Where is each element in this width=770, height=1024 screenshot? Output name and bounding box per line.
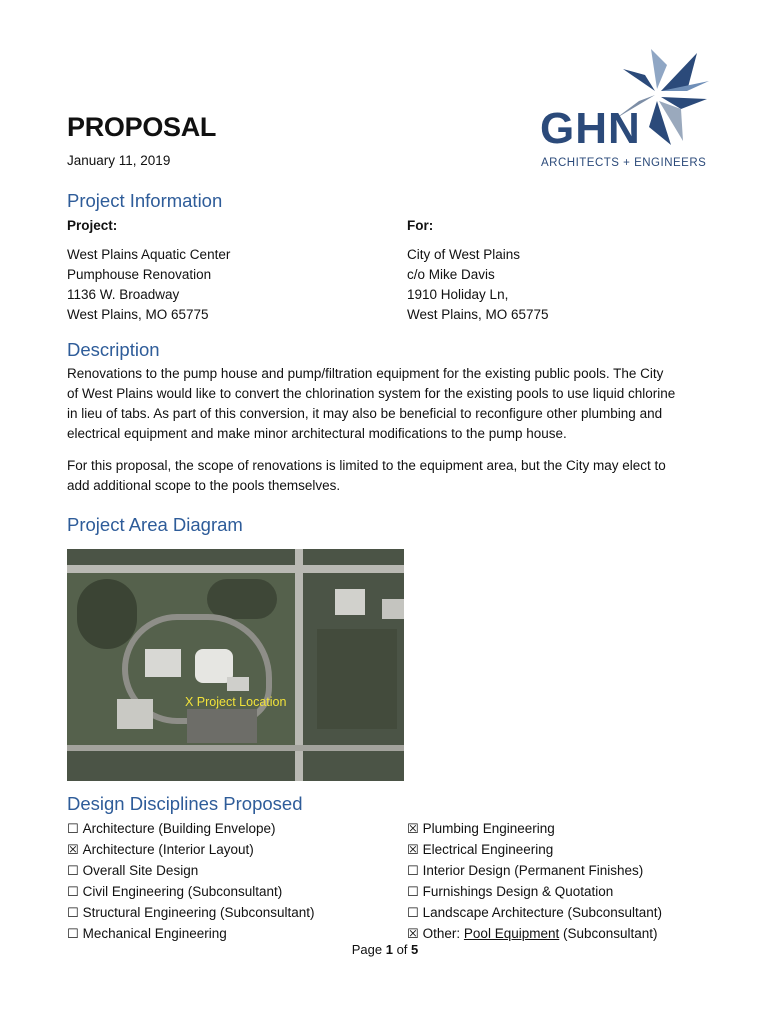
discipline-item[interactable] xyxy=(407,840,662,861)
checkbox-icon[interactable]: ☐ xyxy=(67,927,79,942)
description-line: in lieu of tabs. As part of this conversion, it may also be beneficial to reconfigure other plumbing and xyxy=(67,406,663,421)
of-word: of xyxy=(396,942,408,957)
discipline-item[interactable] xyxy=(67,903,315,924)
checkbox-icon[interactable]: ☒ xyxy=(407,843,419,858)
for-line: c/o Mike Davis xyxy=(407,267,495,282)
current-page: 1 xyxy=(385,942,393,957)
road xyxy=(67,565,404,573)
discipline-label: Mechanical Engineering xyxy=(82,926,227,941)
checkbox-icon[interactable]: ☐ xyxy=(407,864,419,879)
project-line: West Plains Aquatic Center xyxy=(67,247,231,262)
project-info-heading: Project Information xyxy=(67,190,223,211)
discipline-item[interactable] xyxy=(67,861,315,882)
discipline-item[interactable] xyxy=(67,819,315,840)
discipline-label: Architecture (Interior Layout) xyxy=(82,842,254,857)
description-heading: Description xyxy=(67,339,160,360)
checkbox-icon[interactable]: ☒ xyxy=(407,822,419,837)
road xyxy=(67,745,404,751)
description-paragraph-2 xyxy=(67,456,747,496)
discipline-item[interactable] xyxy=(407,903,662,924)
checkbox-icon[interactable]: ☐ xyxy=(67,864,79,879)
discipline-label: Overall Site Design xyxy=(82,863,199,878)
logo-wordmark: GHN xyxy=(540,104,641,153)
other-value-field[interactable]: Pool Equipment xyxy=(463,926,560,941)
pump-house xyxy=(227,677,249,691)
page-word: Page xyxy=(351,942,383,957)
other-suffix: (Subconsultant) xyxy=(559,926,658,941)
discipline-item[interactable] xyxy=(407,882,662,903)
description-line: add additional scope to the pools themselves. xyxy=(67,478,341,493)
discipline-label: Interior Design (Permanent Finishes) xyxy=(422,863,644,878)
description-line: For this proposal, the scope of renovations is limited to the equipment area, but the City may elect to xyxy=(67,458,666,473)
project-address xyxy=(67,245,230,325)
description-paragraph-1 xyxy=(67,364,747,444)
for-line: City of West Plains xyxy=(407,247,521,262)
disciplines-heading: Design Disciplines Proposed xyxy=(67,793,303,814)
page-title: PROPOSAL xyxy=(67,112,217,142)
tree-cluster xyxy=(77,579,137,649)
checkbox-icon[interactable]: ☒ xyxy=(67,843,79,858)
pool-building xyxy=(145,649,181,677)
disciplines-left-column xyxy=(67,819,315,945)
other-prefix: Other: xyxy=(422,926,464,941)
discipline-label: Electrical Engineering xyxy=(422,842,554,857)
for-line: West Plains, MO 65775 xyxy=(407,307,549,322)
for-label: For: xyxy=(407,218,434,233)
discipline-label: Civil Engineering (Subconsultant) xyxy=(82,884,283,899)
discipline-item[interactable] xyxy=(407,861,662,882)
checkbox-icon[interactable]: ☐ xyxy=(407,906,419,921)
neighborhood xyxy=(317,629,397,729)
project-line: Pumphouse Renovation xyxy=(67,267,212,282)
discipline-item[interactable] xyxy=(67,882,315,903)
total-pages: 5 xyxy=(411,942,419,957)
discipline-label: Plumbing Engineering xyxy=(422,821,555,836)
building xyxy=(117,699,153,729)
project-location-marker: X Project Location xyxy=(185,695,287,709)
project-line: West Plains, MO 65775 xyxy=(67,307,209,322)
checkbox-icon[interactable]: ☐ xyxy=(67,885,79,900)
description-line: Renovations to the pump house and pump/filtration equipment for the existing public pools. The City xyxy=(67,366,664,381)
logo-tagline: ARCHITECTS + ENGINEERS xyxy=(541,157,707,169)
parking-lot xyxy=(187,709,257,743)
project-line: 1136 W. Broadway xyxy=(67,287,180,302)
discipline-label: Structural Engineering (Subconsultant) xyxy=(82,905,315,920)
discipline-item[interactable] xyxy=(67,840,315,861)
building xyxy=(335,589,365,615)
discipline-label: Landscape Architecture (Subconsultant) xyxy=(422,905,663,920)
discipline-label: Furnishings Design & Quotation xyxy=(422,884,614,899)
checkbox-icon[interactable]: ☐ xyxy=(67,822,79,837)
checkbox-icon[interactable]: ☒ xyxy=(407,927,419,942)
page-number xyxy=(0,942,770,957)
discipline-label: Architecture (Building Envelope) xyxy=(82,821,276,836)
disciplines-right-column xyxy=(407,819,662,945)
checkbox-icon[interactable]: ☐ xyxy=(67,906,79,921)
discipline-item[interactable] xyxy=(407,819,662,840)
description-line: electrical equipment and make minor architectural modifications to the pump house. xyxy=(67,426,567,441)
for-line: 1910 Holiday Ln, xyxy=(407,287,509,302)
proposal-date: January 11, 2019 xyxy=(67,153,171,168)
project-label: Project: xyxy=(67,218,118,233)
description-line: of West Plains would like to convert the chlorination system for the existing pools to use liquid chlorine xyxy=(67,386,676,401)
aerial-map-image xyxy=(67,549,404,781)
client-address xyxy=(407,245,549,325)
tree-cluster xyxy=(207,579,277,619)
checkbox-icon[interactable]: ☐ xyxy=(407,885,419,900)
building xyxy=(382,599,404,619)
diagram-heading: Project Area Diagram xyxy=(67,514,243,535)
